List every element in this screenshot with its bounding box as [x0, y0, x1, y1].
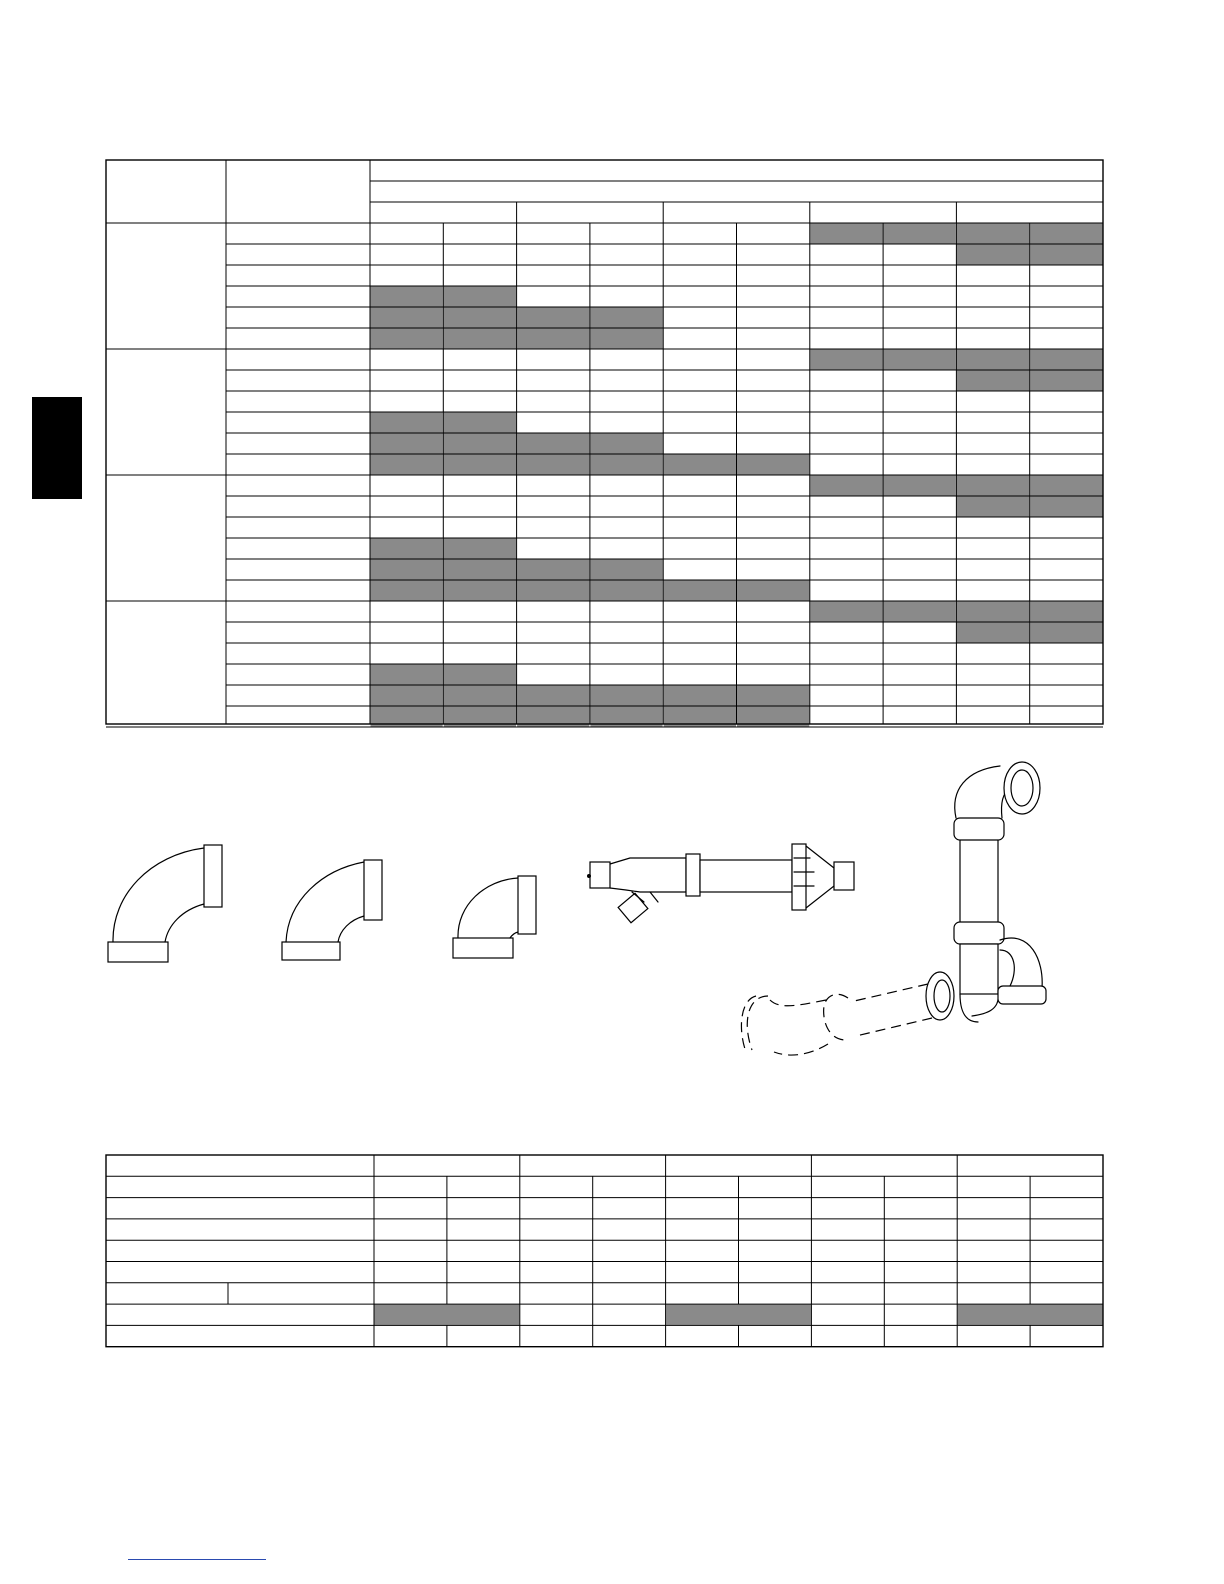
shaded-merged-cell	[666, 1304, 812, 1325]
footer-link-rule	[128, 1559, 266, 1560]
shaded-merged-cell	[374, 1304, 520, 1325]
shaded-merged-cell	[957, 1304, 1103, 1325]
